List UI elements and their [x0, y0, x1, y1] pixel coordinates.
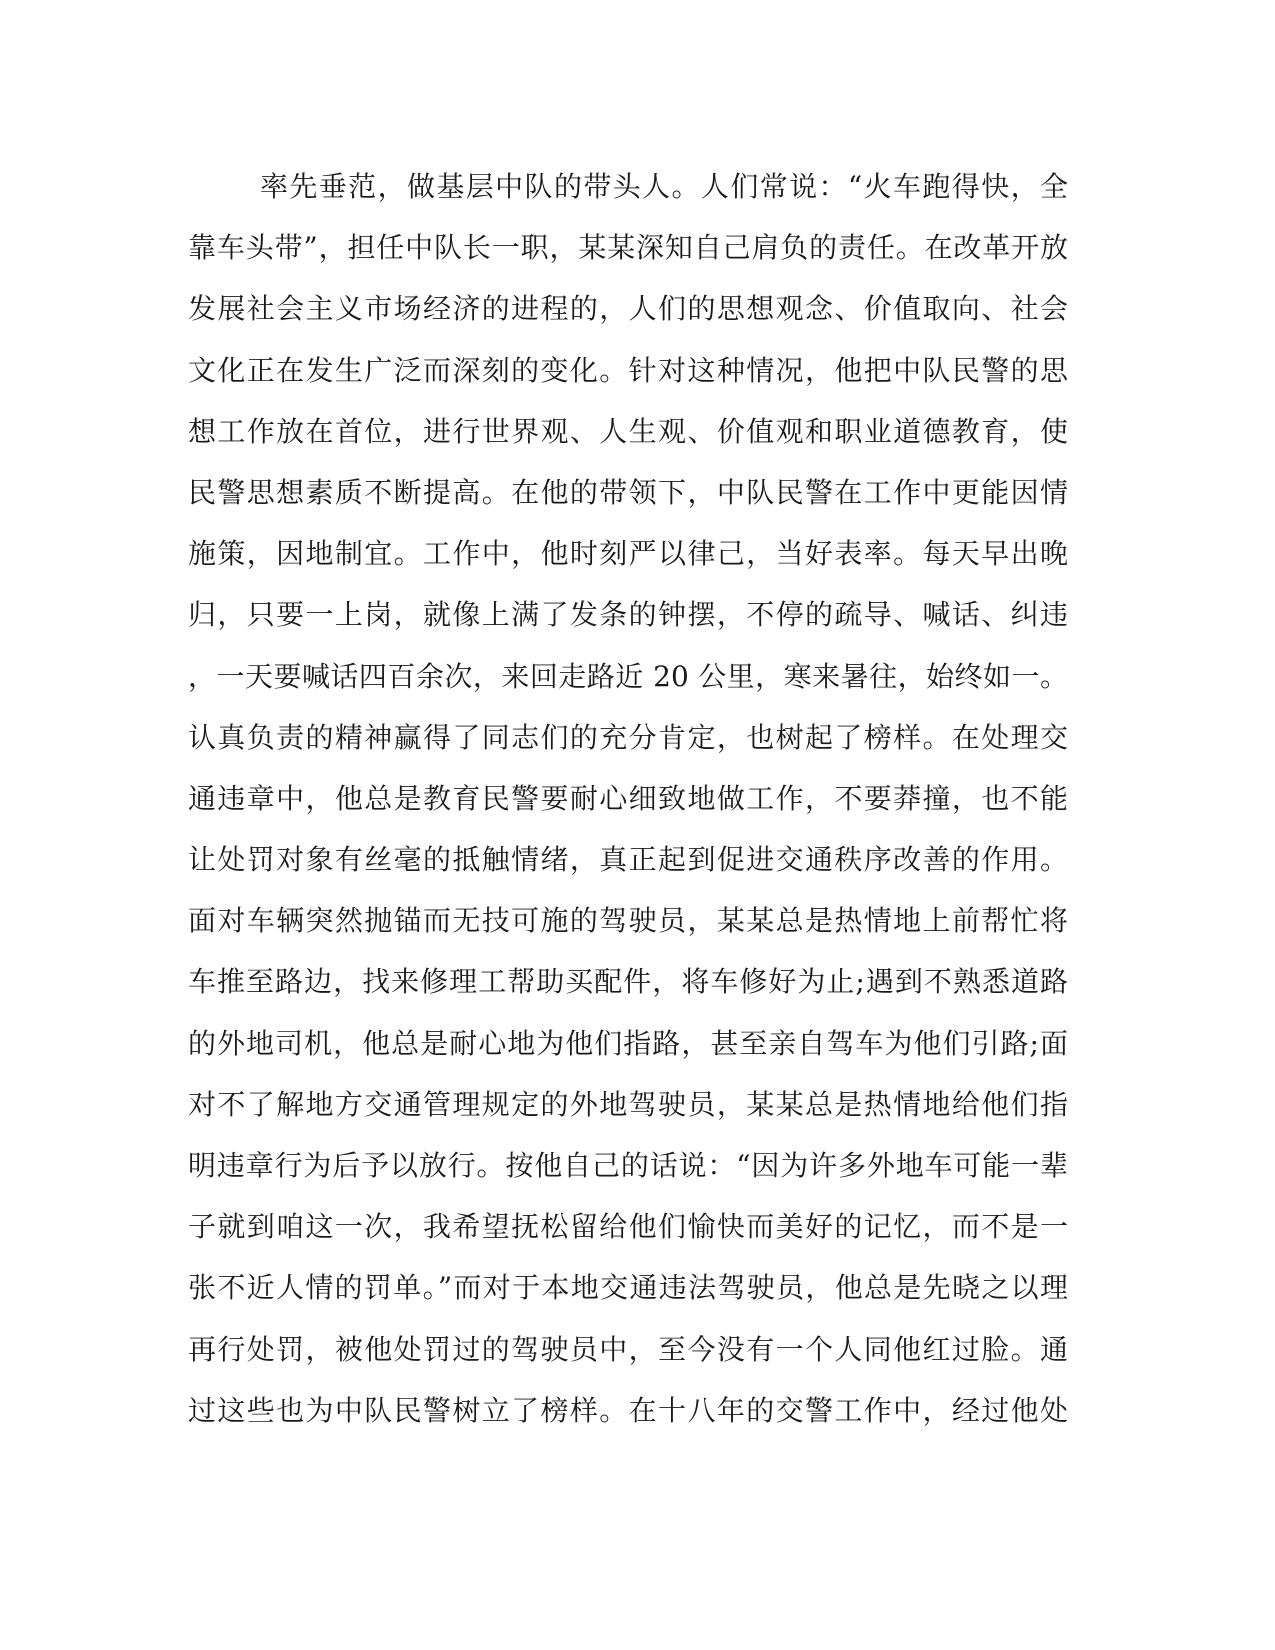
paragraph-line: 认真负责的精神赢得了同志们的充分肯定，也树起了榜样。在处理交 [188, 720, 1068, 754]
paragraph-line: 明违章行为后予以放行。按他自己的话说：“因为许多外地车可能一辈 [188, 1149, 1068, 1182]
paragraph-line: 再行处罚，被他处罚过的驾驶员中，至今没有一个人同他红过脸。通 [188, 1332, 1068, 1366]
paragraph-line: 归，只要一上岗，就像上满了发条的钟摆，不停的疏导、喊话、纠违 [188, 598, 1068, 632]
paragraph-line: 施策，因地制宜。工作中，他时刻严以律己，当好表率。每天早出晚 [188, 537, 1068, 571]
paragraph-line: 的外地司机，他总是耐心地为他们指路，甚至亲自驾车为他们引路;面 [188, 1026, 1068, 1060]
paragraph-line: 率先垂范，做基层中队的带头人。人们常说：“火车跑得快，全 [260, 170, 1068, 203]
paragraph-line: 靠车头带”，担任中队长一职，某某深知自己肩负的责任。在改革开放 [188, 231, 1068, 265]
paragraph-line: 对不了解地方交通管理规定的外地驾驶员，某某总是热情地给他们指 [188, 1087, 1068, 1121]
paragraph-line: 发展社会主义市场经济的进程的，人们的思想观念、价值取向、社会 [188, 292, 1068, 326]
paragraph-line: 通违章中，他总是教育民警要耐心细致地做工作，不要莽撞，也不能 [188, 781, 1068, 815]
paragraph-line: 过这些也为中队民警树立了榜样。在十八年的交警工作中，经过他处 [188, 1393, 1068, 1427]
paragraph-line: ，一天要喊话四百余次，来回走路近 20 公里，寒来暑往，始终如一。 [188, 659, 1068, 693]
paragraph-line: 张不近人情的罚单。”而对于本地交通违法驾驶员，他总是先晓之以理 [188, 1271, 1068, 1305]
body-paragraph [188, 156, 1068, 1441]
paragraph-line: 想工作放在首位，进行世界观、人生观、价值观和职业道德教育，使 [188, 414, 1068, 448]
paragraph-line: 文化正在发生广泛而深刻的变化。针对这种情况，他把中队民警的思 [188, 353, 1068, 387]
paragraph-line: 面对车辆突然抛锚而无技可施的驾驶员，某某总是热情地上前帮忙将 [188, 904, 1068, 938]
paragraph-line: 车推至路边，找来修理工帮助买配件，将车修好为止;遇到不熟悉道路 [188, 965, 1068, 999]
paragraph-line: 让处罚对象有丝毫的抵触情绪，真正起到促进交通秩序改善的作用。 [188, 843, 1068, 877]
paragraph-line: 民警思想素质不断提高。在他的带领下，中队民警在工作中更能因情 [188, 475, 1068, 509]
paragraph-line: 子就到咱这一次，我希望抚松留给他们愉快而美好的记忆，而不是一 [188, 1210, 1068, 1244]
